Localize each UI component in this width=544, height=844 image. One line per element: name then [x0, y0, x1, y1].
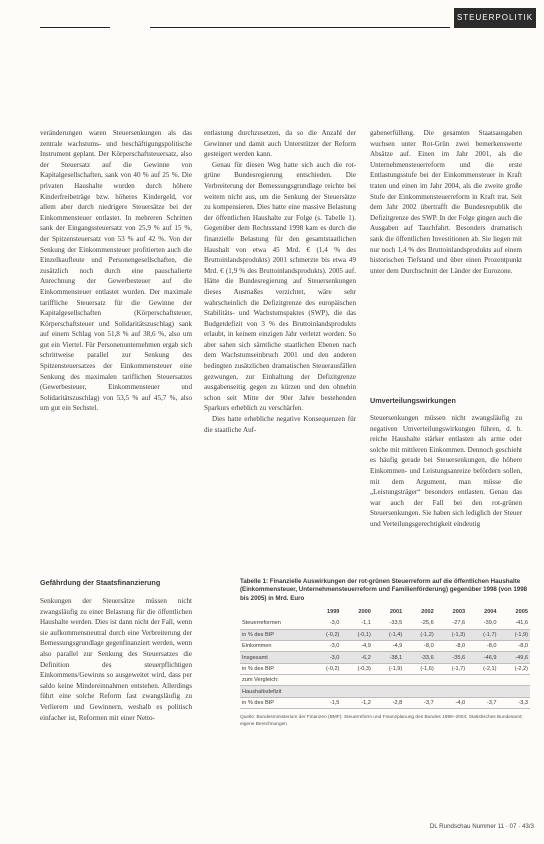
header-rule-right: [150, 27, 450, 28]
table-cell: [310, 675, 341, 686]
table-cell: -8,0: [467, 640, 498, 651]
row-label: in % des BIP: [240, 629, 310, 640]
table-cell: (-0,2): [310, 663, 341, 674]
table-cell: (-0,3): [341, 663, 372, 674]
table-cell: -39,0: [467, 618, 498, 629]
table-cell: -4,9: [373, 640, 404, 651]
table-cell: (-1,2): [404, 629, 435, 640]
table-cell: -2,8: [373, 697, 404, 708]
table-row: [240, 652, 530, 663]
table-cell: (-1,9): [499, 629, 530, 640]
table-cell: -33,5: [373, 618, 404, 629]
table-cell: (-1,6): [404, 663, 435, 674]
table-row: [240, 675, 530, 686]
row-label: zum Vergleich:: [240, 675, 310, 686]
table-caption: Tabelle 1: Finanzielle Auswirkungen der rot-grünen Steuerreform auf die öffentlichen Haushalte (Einkommensteuer, Unternehmensteuerreform und Familienförderung) gegenüber 1998 (von 1998 bis 2005) in Mrd. Euro: [240, 578, 528, 602]
paragraph: Dies hatte erhebliche negative Konsequenzen für die staatliche Auf-: [204, 415, 356, 434]
table-row: [240, 697, 530, 708]
table-cell: -4,0: [436, 697, 467, 708]
column-header: 2005: [515, 609, 528, 616]
section-label: STEUERPOLITIK: [454, 8, 536, 28]
column-1-bottom: [40, 596, 192, 723]
table-cell: -25,6: [404, 618, 435, 629]
column-header: 2000: [358, 609, 371, 616]
table-cell: -33,6: [404, 652, 435, 663]
row-label: Haushaltsdefizit: [240, 686, 310, 697]
table-cell: (-2,1): [467, 663, 498, 674]
table-cell: -3,7: [467, 697, 498, 708]
column-3-bottom: [370, 413, 522, 530]
table-row: [240, 618, 530, 629]
table-cell: -8,0: [404, 640, 435, 651]
paragraph: entlastung durchzusetzen, da so die Anzahl der Gewinner und damit auch Unterstützer der Reform gesteigert werden kann.: [204, 129, 356, 159]
table-cell: (-0,2): [310, 629, 341, 640]
column-3-top: [370, 128, 522, 276]
row-label: Einkommen: [240, 640, 310, 651]
column-header: 1999: [326, 609, 340, 616]
row-label: Insgesamt: [240, 652, 310, 663]
table-cell: [467, 675, 498, 686]
row-label: in % des BIP: [240, 697, 310, 708]
header-rule-left: [40, 27, 110, 28]
table-row: [240, 663, 530, 674]
table-cell: (-1,7): [467, 629, 498, 640]
table-cell: [404, 686, 435, 697]
table-cell: [436, 675, 467, 686]
paragraph: veränderungen waren Steuersenkungen als das zentrale wachstums- und beschäftigungspolitische Instrument geplant. Der Körperschaftsteuersatz, also der Steuersatz auf die Gewinne von Kapitalgesellschaften, sank von 40 % auf 25 %. Die privaten Haushalte wurden durch höhere Kinderfreibeträge bzw. höheres Kindergeld, vor allem aber durch niedrigere Steuersätze bei der Einkommensteuer entlastet. In mehreren Schritten sank der Eingangssteuersatz von 25,9 % auf 15 %, der Spitzensteuersatz von 53 % auf 42 %. Von der Senkung der Einkommensteuer profitierten auch die Einzelkaufleute und Personengesellschaften, die zusätzlich noch durch eine pauschalierte Anrechnung der Gewerbesteuer auf die Einkommensteuer entlastet wurden. Der maximale tariffliche Steuersatz für die Gewinne der Kapitalgesellschaften (Körperschaftsteuer, Körperschaftsteuer und Solidaritätszuschlag) sank auf einem Schlag von 51,8 % auf 38,6 %, also um gut ein Viertel. Für Personenunternehmen ergab sich schrittweise parallel zur Senkung des Spitzensteuersatzes der Einkommensteuer eine Senkung des maximalen tariflichen Steuersatzes (Gewerbesteuer, Einkommensteuer und Solidaritätszuschlag) von 53,5 % auf 45,7 %, also um gut ein Sechstel.: [40, 129, 192, 413]
paragraph: Steuersenkungen müssen nicht zwangsläufig zu negativen Umverteilungswirkungen führen, d. h. reiche Haushalte stärker entlasten als arme oder solche mit mittleren Einkommen. Dennoch geschieht es häufig gerade bei Steuersenkungen, die höhere Einkommen- und Leistungsanreize befördern sollen, mit dem Argument, man müsse die „Leistungsträger“ besonders entlasten. Genau das war auch der Fall bei den rot-grünen Steuersenkungen. Sie haben sich lediglich der Steuer und Verteilungsgerechtigkeit eindeutig: [370, 414, 522, 528]
table-cell: -4,9: [341, 640, 372, 651]
row-label: in % des BIP: [240, 663, 310, 674]
table-cell: -1,2: [341, 697, 372, 708]
table-cell: -3,0: [310, 618, 341, 629]
table-cell: [373, 686, 404, 697]
table-row: [240, 629, 530, 640]
table-cell: -46,9: [467, 652, 498, 663]
table-cell: [341, 675, 372, 686]
column-2: [204, 128, 356, 435]
table-cell: (-1,3): [436, 629, 467, 640]
column-1-top: [40, 128, 192, 414]
table-header-row: [240, 607, 530, 618]
table-cell: (-1,9): [373, 663, 404, 674]
table-cell: [373, 675, 404, 686]
table-cell: -3,7: [404, 697, 435, 708]
table-cell: -8,0: [436, 640, 467, 651]
table-cell: -3,3: [499, 697, 530, 708]
table-cell: -41,6: [499, 618, 530, 629]
table-cell: -49,6: [499, 652, 530, 663]
table-cell: -8,0: [499, 640, 530, 651]
table-cell: -1,5: [310, 697, 341, 708]
table-row: [240, 640, 530, 651]
row-label: Steuerreformen: [240, 618, 310, 629]
table-cell: [499, 675, 530, 686]
table-cell: -27,6: [436, 618, 467, 629]
column-header: 2001: [389, 609, 403, 616]
table-cell: -1,1: [341, 618, 372, 629]
paragraph: Senkungen der Steuersätze müssen nicht zwangsläufig zu einer Belastung für die öffentlichen Haushalte werden. Dies ist dann nicht der Fall, wenn sie aufkommensneutral durch eine Verbreiterung der Bemessungsgrundlage gegenfinanziert werden, wenn also parallel zur Senkung des Steuersatzes die Definition des steuerpflichtigen Einkommens/Gewinns so ausgeweitet wird, dass per saldo keine Mindereinnahmen entstehen. Allerdings führt eine solche Reform fast zwangsläufig zu Verlierern und Gewinnern, weshalb es politisch einfacher ist, Reformen mit einer Netto-: [40, 597, 192, 722]
table-cell: [436, 686, 467, 697]
data-table: [240, 607, 530, 709]
table-cell: [404, 675, 435, 686]
section-heading: Umverteilungswirkungen: [370, 396, 456, 405]
table-source: Quelle: Bundesministerium der Finanzen (BMF): Steuerreform und Finanzplanung des Bundes 1998–2004; Statistisches Bundesamt; eigene Berechnungen: [240, 715, 523, 727]
section-heading: Gefährdung der Staatsfinanzierung: [40, 578, 161, 587]
table-cell: -3,0: [310, 640, 341, 651]
table-cell: [310, 686, 341, 697]
table-cell: -6,2: [341, 652, 372, 663]
column-header: 2003: [452, 609, 466, 616]
paragraph: gabenerfüllung. Die gesamten Staatsausgaben wuchsen unter Rot-Grün zwei bemerkenswerte Absätze auf. Einen im Jahr 2001, als die Unternehmensteuerreform und die erste Entlastungsstufe bei der Einkommensteuer in Kraft traten und einen im Jahr 2004, als die zweite große Stufe der Einkommensteuerreform in Kraft trat. Seit dem Jahr 2002 übertrafft die Bundesrepublik die Defizitgrenze des SWP. In der Folge gingen auch die Ausgaben auf Tauchfahrt. Besonders dramatisch sank die öffentlichen Investitionen ab. Sie liegen mit nur noch 1,4 % des Bruttoinlandsprodukts auf einem historischen Tiefstand und über einen Prozentpunkt unter dem Durchschnitt der Länder der Eurozone.: [370, 129, 522, 275]
table-cell: [341, 686, 372, 697]
table-cell: (-1,4): [373, 629, 404, 640]
table-row: [240, 686, 530, 697]
table-cell: -35,6: [436, 652, 467, 663]
table-cell: -3,0: [310, 652, 341, 663]
table-cell: -38,1: [373, 652, 404, 663]
column-header: 2002: [421, 609, 434, 616]
column-header: [240, 607, 310, 618]
table-cell: [499, 686, 530, 697]
paragraph: Genau für diesen Weg hatte sich auch die rot-grüne Bundesregierung entschieden. Die Verbreiterung der Bemessungsgrundlage reichte bei weitem nicht aus, um die Senkung der Steuersätze zu kompensieren. Dies hatte eine massive Belastung der öffentlichen Haushalte zur Folge (s. Tabelle 1). Gegenüber dem Rechtsstand 1998 kam es durch die finanzielle Belastung für den gesamtstaatlichen Haushalt von etwa 45 Mrd. € (1,4 % des Bruttoinlandsprodukts) 2001 schmerzte bis etwa 49 Mrd. € (1,9 % des Bruttoinlandsprodukts). 2005 auf. Hätte die Bundesregierung auf Steuersenkungen dieses Ausmaßes verzichtet, wäre sehr wahrscheinlich die Defizitgrenze des europäischen Stabilitäts- und Wachstumspaktes (SWP), die das Budgetdefizit von 3 % des Bruttoinlandsprodukts erlaubt, in keinem einzigen Jahr verletzt worden. So aber sahen sich sämtliche staatlichen Ebenen nach dem Wachstumseinbruch 2001 und den anderen bedingten zusätzlichen dramatischen Steuerausfällen gezwungen, zur Einhaltung der Defizitgrenze ausgabenseitig gegen zu kürzen und den ohnehin schon seit Mitte der 90er Jahre bestehenden Sparkurs erheblich zu verschärfen.: [204, 160, 356, 413]
table-cell: [467, 686, 498, 697]
table-cell: (-2,2): [499, 663, 530, 674]
column-header: 2004: [484, 609, 497, 616]
page-footer: DL Rundschau Nummer 11 · 07 · 43/3: [429, 823, 534, 830]
table-cell: (-1,7): [436, 663, 467, 674]
table-figure: [240, 578, 530, 728]
table-cell: (-0,1): [341, 629, 372, 640]
